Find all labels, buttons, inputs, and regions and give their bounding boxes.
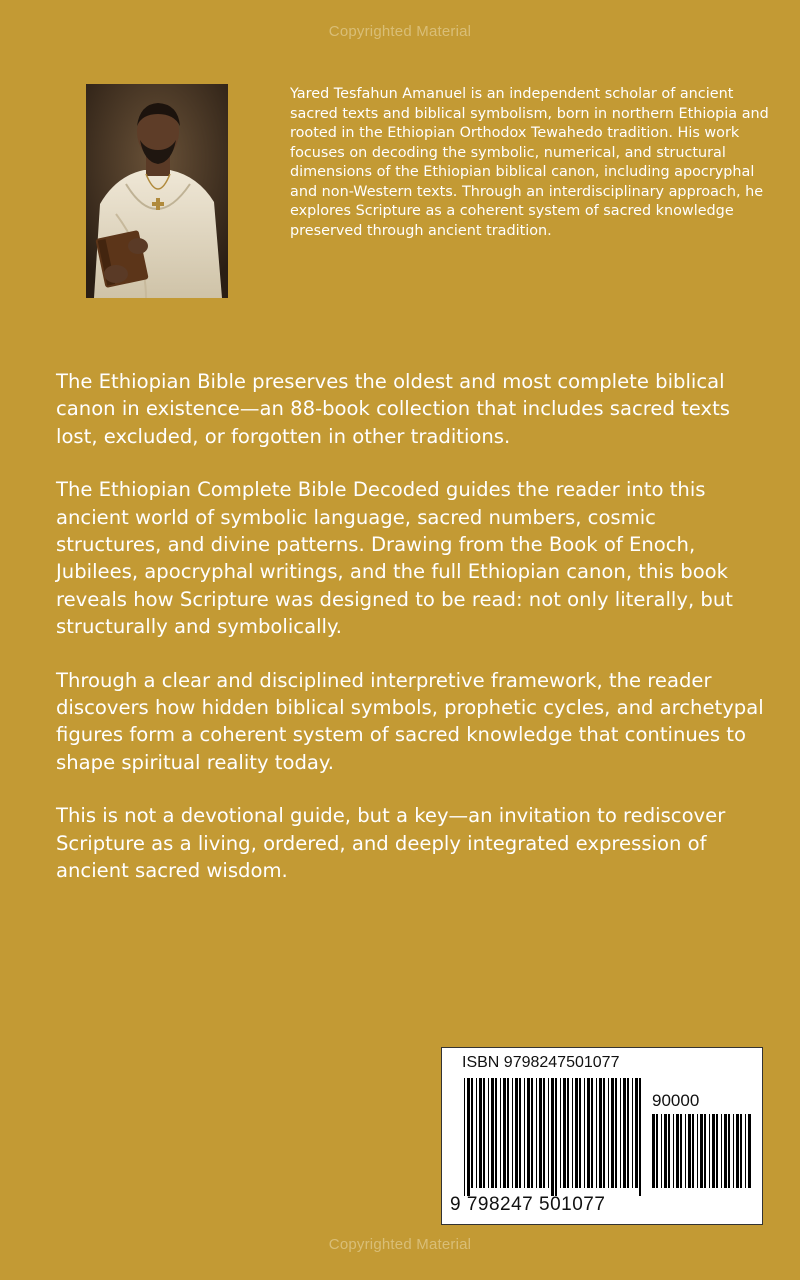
barcode-bar bbox=[680, 1114, 682, 1188]
barcode-bar bbox=[519, 1078, 521, 1188]
barcode-bar bbox=[543, 1078, 545, 1188]
barcode-bar bbox=[572, 1078, 573, 1188]
isbn-label: ISBN 9798247501077 bbox=[462, 1054, 620, 1071]
copyright-watermark-bottom: Copyrighted Material bbox=[328, 1236, 472, 1253]
barcode-bar bbox=[620, 1078, 621, 1188]
barcode-bar bbox=[716, 1114, 718, 1188]
barcode-bar bbox=[608, 1078, 609, 1188]
barcode-bar bbox=[567, 1078, 569, 1188]
barcode-bar bbox=[591, 1078, 593, 1188]
barcode-bar bbox=[632, 1078, 633, 1188]
barcode-bar bbox=[740, 1114, 742, 1188]
isbn-barcode-box bbox=[441, 1047, 763, 1225]
barcode-bar bbox=[476, 1078, 477, 1188]
barcode-bar bbox=[560, 1078, 561, 1188]
barcode-bar bbox=[563, 1078, 566, 1188]
description-paragraph: The Ethiopian Complete Bible Decoded guides the reader into this ancient world of symbolic language, sacred numbers, cosmic structures, and divine patterns. Drawing from the Book of Enoch, Jubilees, apocryphal writings, and the full Ethiopian canon, this book reveals how Scripture was designed to be read: not only literally, but structurally and symbolically. bbox=[56, 478, 733, 639]
barcode-bar bbox=[596, 1078, 597, 1188]
barcode-bar bbox=[491, 1078, 494, 1188]
barcode-bar bbox=[709, 1114, 710, 1188]
barcode-bar bbox=[724, 1114, 727, 1188]
barcode-bar bbox=[728, 1114, 730, 1188]
barcode-bar bbox=[673, 1114, 674, 1188]
barcode-bar bbox=[507, 1078, 509, 1188]
barcode-bar bbox=[656, 1114, 658, 1188]
barcode-bar bbox=[551, 1078, 554, 1196]
barcode-bar bbox=[467, 1078, 470, 1196]
barcode-bar bbox=[483, 1078, 485, 1188]
isbn-digits: 9 798247 501077 bbox=[450, 1194, 606, 1215]
barcode-main-bars bbox=[464, 1078, 646, 1196]
barcode-bar bbox=[479, 1078, 482, 1188]
barcode-bar bbox=[676, 1114, 679, 1188]
barcode-bar bbox=[575, 1078, 578, 1188]
barcode-bar bbox=[627, 1078, 629, 1188]
barcode-bar bbox=[579, 1078, 581, 1188]
barcode-bar bbox=[471, 1078, 473, 1188]
barcode-bar bbox=[748, 1114, 751, 1188]
barcode-bar bbox=[615, 1078, 617, 1188]
barcode-bar bbox=[488, 1078, 489, 1188]
barcode-bar bbox=[548, 1078, 549, 1188]
barcode-bar bbox=[584, 1078, 585, 1188]
author-bio: Yared Tesfahun Amanuel is an independent scholar of ancient sacred texts and biblical symbolism, born in northern Ethiopia and rooted in the Ethiopian Orthodox Tewahedo tradition. His work focuses on decoding the symbolic, numerical, and structural dimensions of the Ethiopian biblical canon, including apocryphal and non-Western texts. Through an interdisciplinary approach, he explores Scripture as a coherent system of sacred knowledge preserved through ancient tradition. bbox=[290, 86, 769, 239]
barcode-bar bbox=[512, 1078, 513, 1188]
barcode-bar bbox=[736, 1114, 739, 1188]
barcode-bar bbox=[611, 1078, 614, 1188]
barcode-bar bbox=[692, 1114, 694, 1188]
barcode-bar bbox=[536, 1078, 537, 1188]
barcode-bar bbox=[697, 1114, 698, 1188]
barcode-bar bbox=[524, 1078, 525, 1188]
barcode-bar bbox=[539, 1078, 542, 1188]
barcode-bar bbox=[639, 1078, 641, 1196]
barcode-bar bbox=[661, 1114, 662, 1188]
description-paragraph: Through a clear and disciplined interpretive framework, the reader discovers how hidden biblical symbols, prophetic cycles, and archetypal figures form a coherent system of sacred knowledge that continues to shape spiritual reality today. bbox=[56, 668, 764, 774]
barcode-bar bbox=[733, 1114, 734, 1188]
price-code: 90000 bbox=[652, 1091, 700, 1110]
description-paragraph: The Ethiopian Bible preserves the oldest and most complete biblical canon in existence—an 88-book collection that includes sacred texts lost, excluded, or forgotten in other traditions. bbox=[56, 370, 730, 448]
barcode-bar bbox=[745, 1114, 746, 1188]
barcode-bar bbox=[464, 1078, 465, 1196]
barcode-bar bbox=[500, 1078, 501, 1188]
barcode-bar bbox=[503, 1078, 506, 1188]
barcode-bar bbox=[495, 1078, 497, 1188]
barcode-bar bbox=[652, 1114, 655, 1188]
barcode-bar bbox=[599, 1078, 602, 1188]
author-photo bbox=[86, 84, 228, 298]
barcode-bar bbox=[527, 1078, 530, 1188]
barcode-bar bbox=[635, 1078, 638, 1188]
copyright-watermark-top: Copyrighted Material bbox=[328, 23, 472, 40]
description-paragraph: This is not a devotional guide, but a key—an invitation to rediscover Scripture as a living, ordered, and deeply integrated expression of ancient sacred wisdom. bbox=[56, 804, 726, 883]
barcode-bar bbox=[704, 1114, 706, 1188]
barcode-bar bbox=[603, 1078, 605, 1188]
barcode-bar bbox=[685, 1114, 686, 1188]
barcode-bar bbox=[531, 1078, 533, 1188]
barcode-bar bbox=[664, 1114, 667, 1188]
barcode-bar bbox=[555, 1078, 557, 1196]
barcode-bar bbox=[700, 1114, 703, 1188]
barcode-bar bbox=[623, 1078, 626, 1188]
barcode-bar bbox=[688, 1114, 691, 1188]
barcode-bar bbox=[515, 1078, 518, 1188]
barcode-addon-bars bbox=[652, 1114, 752, 1196]
barcode-bar bbox=[721, 1114, 722, 1188]
barcode-bar bbox=[587, 1078, 590, 1188]
barcode-bar bbox=[712, 1114, 715, 1188]
author-portrait-image bbox=[86, 84, 228, 298]
book-description bbox=[56, 368, 766, 911]
barcode-bar bbox=[668, 1114, 670, 1188]
